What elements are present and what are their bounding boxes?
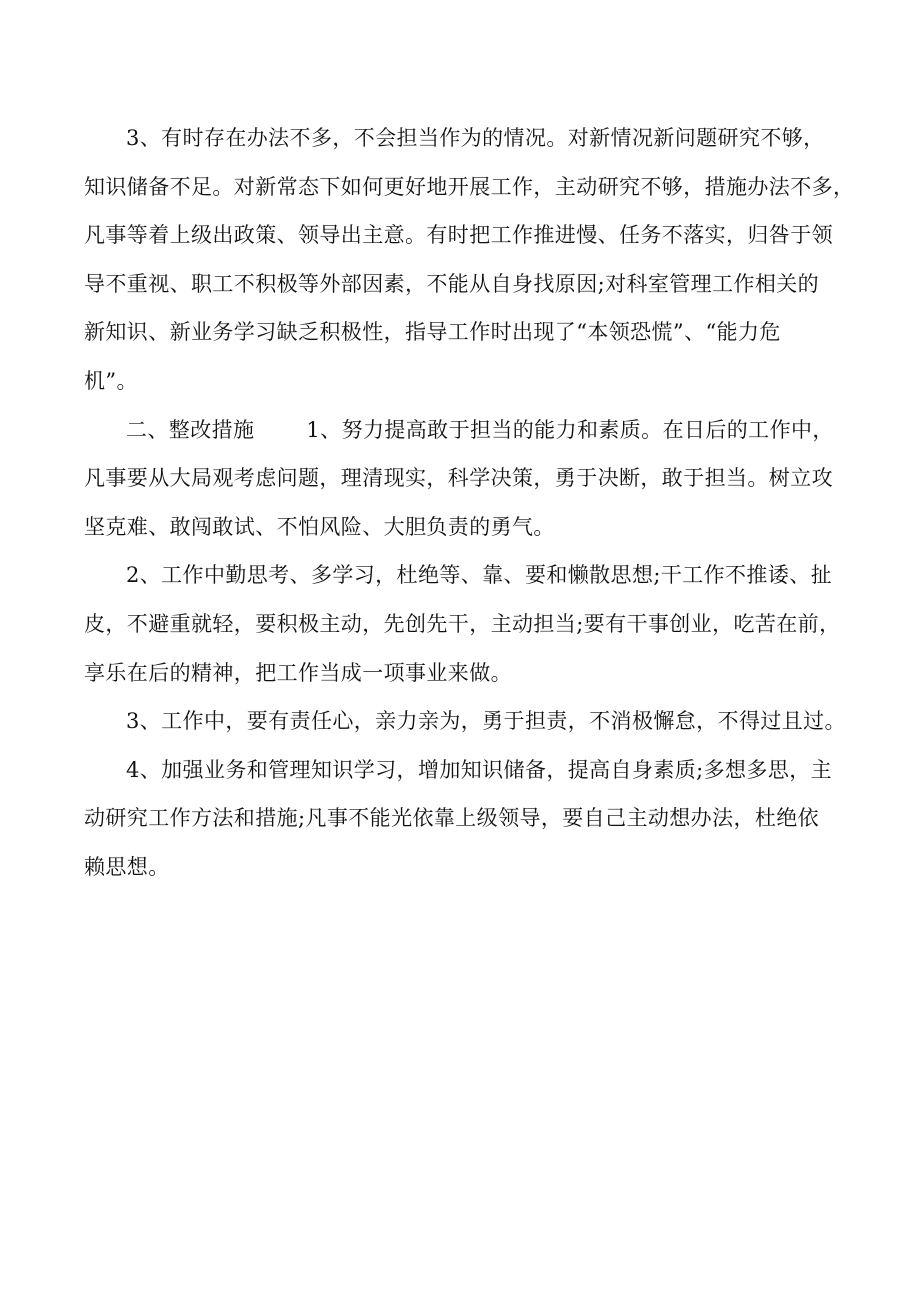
paragraph-rectification-4 — [84, 746, 844, 892]
text-line — [84, 406, 844, 455]
paragraph-problem-3 — [84, 114, 855, 406]
text-line: 导不重视、职工不积极等外部因素，不能从自身找原因;对科室管理工作相关的 — [84, 271, 820, 296]
text-line: 3、工作中，要有责任心，亲力亲为，勇于担责，不消极懈怠，不得过且过。 — [126, 709, 846, 734]
text-line: 新知识、新业务学习缺乏积极性，指导工作时出现了“本领恐慌”、“能力危 — [84, 320, 781, 345]
text-line: 知识储备不足。对新常态下如何更好地开展工作，主动研究不够，措施办法不多， — [84, 174, 855, 199]
text-line: 享乐在后的精神，把工作当成一项事业来做。 — [84, 660, 512, 685]
text-line: 坚克难、敢闯敢试、不怕风险、大胆负责的勇气。 — [84, 514, 555, 539]
text-line: 凡事等着上级出政策、领导出主意。有时把工作推进慢、任务不落实，归咎于领 — [84, 223, 833, 248]
paragraph-rectification-2 — [84, 551, 844, 697]
text-line: 机”。 — [84, 368, 138, 393]
text-span: 1、努力提高敢于担当的能力和素质。在日后的工作中， — [306, 417, 834, 442]
text-line: 3、有时存在办法不多，不会担当作为的情况。对新情况新问题研究不够， — [126, 126, 825, 150]
text-line: 4、加强业务和管理知识学习，增加知识储备，提高自身素质;多想多思，主 — [126, 757, 833, 782]
text-line: 凡事要从大局观考虑问题，理清现实，科学决策，勇于决断，敢于担当。树立攻 — [84, 466, 833, 491]
text-line: 动研究工作方法和措施;凡事不能光依靠上级领导，要自己主动想办法，杜绝依 — [84, 806, 820, 831]
paragraph-rectification-1 — [84, 406, 844, 552]
text-line: 赖思想。 — [84, 854, 170, 879]
section-heading: 二、整改措施 — [126, 417, 255, 442]
document-body — [84, 114, 855, 892]
paragraph-rectification-3 — [84, 697, 844, 746]
text-line: 2、工作中勤思考、多学习，杜绝等、靠、要和懒散思想;干工作不推诿、扯 — [126, 563, 833, 588]
text-line: 皮，不避重就轻，要积极主动，先创先干，主动担当;要有干事创业，吃苦在前， — [84, 611, 841, 636]
